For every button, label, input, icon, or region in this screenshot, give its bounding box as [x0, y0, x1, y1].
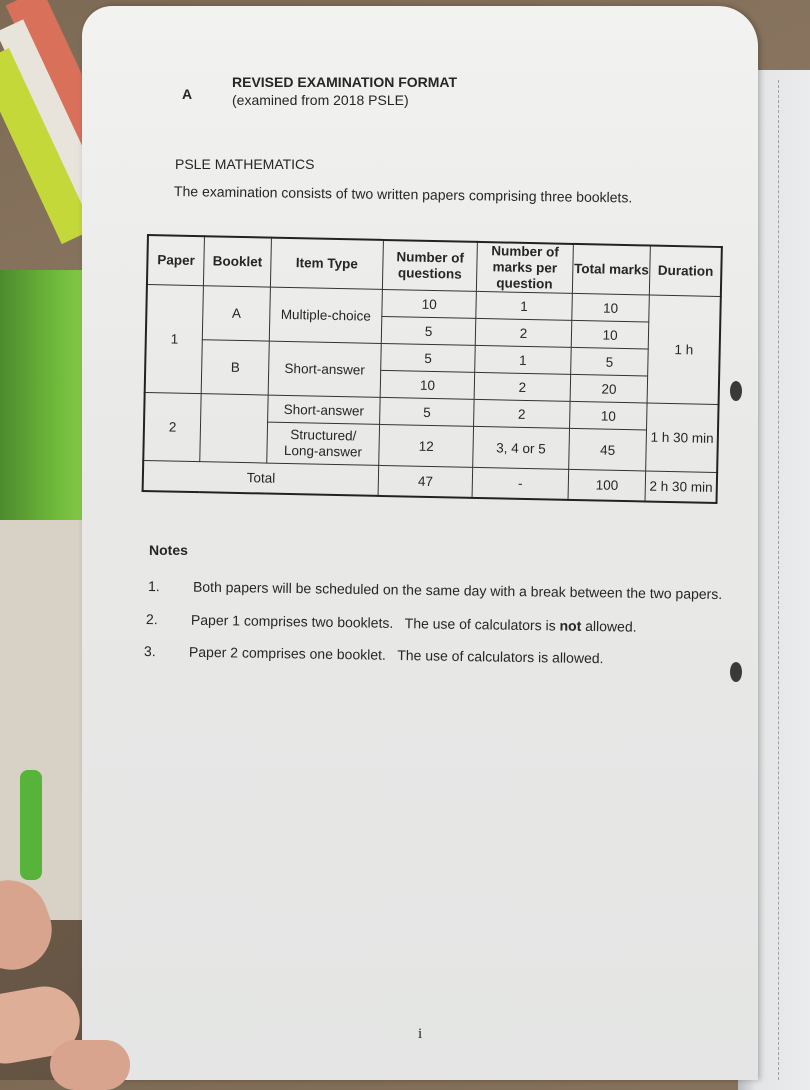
exam-format-table [142, 234, 723, 504]
cell-marks-per-question: 2 [474, 372, 570, 401]
subject-heading: PSLE MATHEMATICS [175, 156, 315, 172]
cell-total-marks: 45 [568, 428, 647, 471]
note-number: 1. [147, 578, 160, 595]
cell-num-questions: 5 [381, 343, 475, 372]
header-num-questions: Number of questions [383, 240, 478, 291]
cell-item-type: Short-answer [267, 395, 380, 424]
background-green-object [0, 270, 90, 530]
cell-total-questions: 47 [378, 465, 473, 497]
note-number: 2. [145, 611, 158, 628]
document-page [82, 6, 758, 1080]
note-number: 3. [143, 643, 156, 660]
cell-paper: 1 [145, 285, 204, 394]
header-total-marks: Total marks [572, 244, 651, 295]
section-letter: A [182, 86, 193, 102]
note-text-part: allowed. [581, 617, 637, 635]
cell-total-marks: 10 [572, 293, 650, 322]
header-paper: Paper [147, 235, 205, 286]
cell-total-marks: 20 [570, 374, 648, 403]
cell-num-questions: 10 [382, 289, 476, 318]
cell-marks-per-question: 3, 4 or 5 [473, 426, 569, 469]
perforation-line [778, 80, 779, 1080]
punch-hole [730, 381, 742, 401]
note-item [143, 643, 604, 667]
page-number: i [418, 1026, 423, 1042]
note-text: Paper 2 comprises one booklet. The use of calculators is allowed. [188, 643, 604, 667]
note-text [191, 612, 637, 635]
cell-total-marks: 10 [569, 401, 647, 430]
cell-item-type: Structured/ Long-answer [267, 422, 380, 465]
background-green-strip [20, 770, 42, 880]
cell-num-questions: 10 [380, 370, 474, 399]
background-surface [0, 520, 90, 920]
note-emphasis: not [559, 617, 582, 634]
cell-duration: 1 h [648, 295, 721, 404]
intro-paragraph: The examination consists of two written papers comprising three booklets. [173, 183, 633, 206]
page-title: REVISED EXAMINATION FORMAT [232, 74, 458, 90]
cell-num-questions: 12 [379, 424, 474, 467]
cell-total-marks: 100 [568, 469, 646, 501]
cell-total-marks: 5 [570, 347, 648, 376]
header-marks-per-question: Number of marks per question [476, 242, 573, 293]
cell-total-marks-per-question: - [472, 467, 568, 499]
header-duration: Duration [650, 246, 722, 297]
cell-duration: 1 h 30 min [646, 403, 718, 472]
cell-total-marks: 10 [571, 320, 649, 349]
cell-total-duration: 2 h 30 min [645, 471, 717, 502]
cell-num-questions: 5 [381, 316, 475, 345]
cell-booklet: B [202, 340, 270, 395]
punch-hole [730, 662, 742, 682]
header-booklet: Booklet [204, 236, 271, 287]
notes-heading: Notes [149, 542, 188, 558]
cell-paper: 2 [143, 392, 201, 461]
cell-total-label: Total [143, 460, 379, 495]
cell-num-questions: 5 [380, 397, 474, 426]
cell-marks-per-question: 2 [475, 318, 571, 347]
note-text-part: Paper 1 comprises two booklets. The use of calculators is [190, 611, 560, 634]
hand-finger [50, 1040, 130, 1090]
cell-booklet [200, 394, 268, 463]
header-item-type: Item Type [270, 238, 383, 290]
note-item [147, 578, 723, 603]
cell-marks-per-question: 1 [475, 345, 571, 374]
cell-item-type: Short-answer [268, 341, 381, 397]
cell-marks-per-question: 1 [476, 291, 572, 320]
cell-booklet: A [203, 286, 271, 341]
note-item [145, 611, 637, 635]
cell-marks-per-question: 2 [474, 399, 570, 428]
cell-item-type: Multiple-choice [269, 287, 382, 343]
page-subtitle: (examined from 2018 PSLE) [232, 92, 409, 108]
note-text: Both papers will be scheduled on the same day with a break between the two papers. [192, 578, 723, 603]
